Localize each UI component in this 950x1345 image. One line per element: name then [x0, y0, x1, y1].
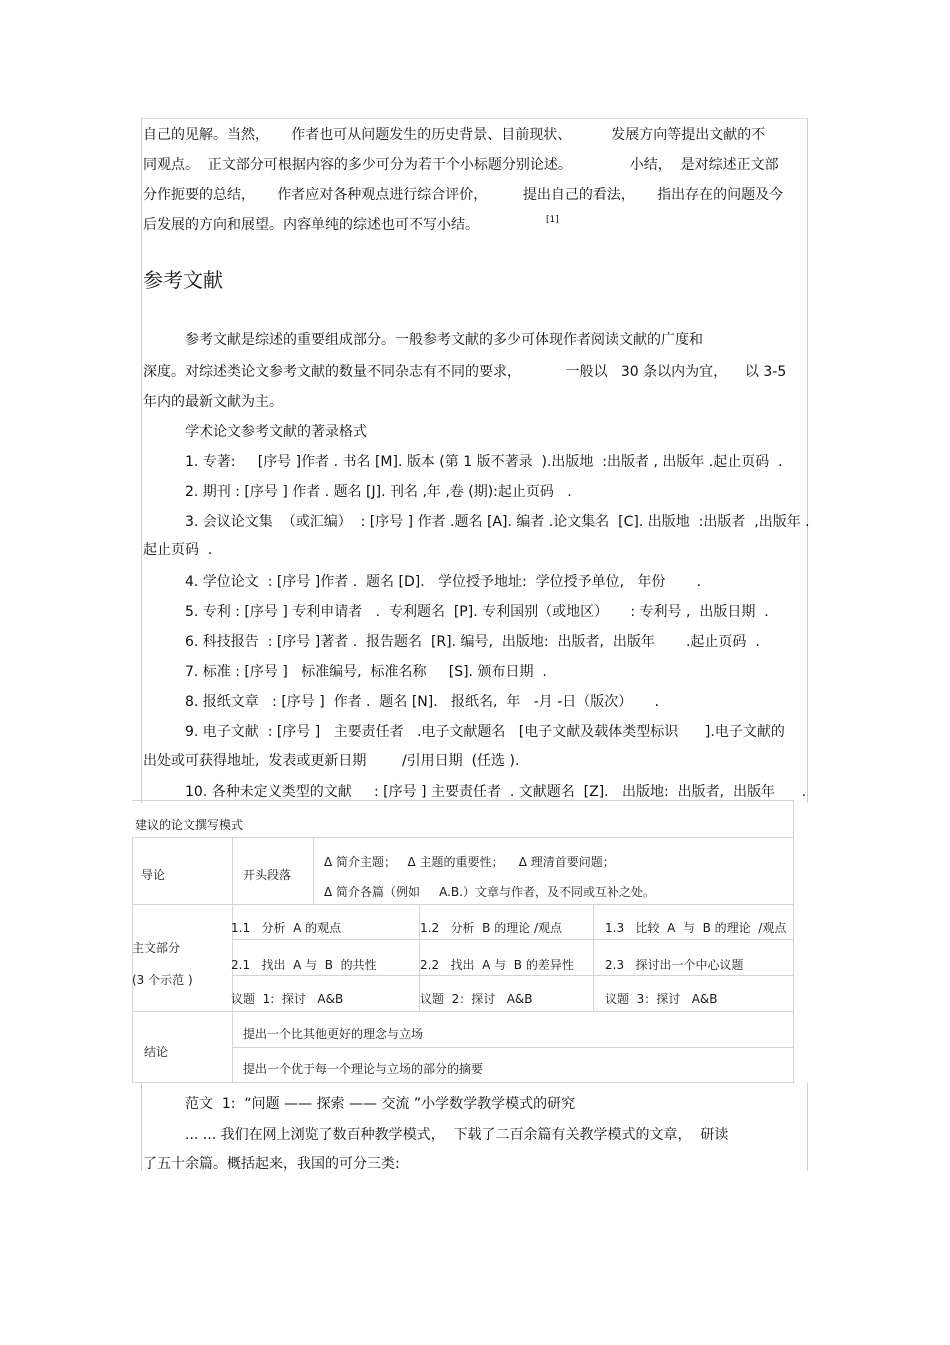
table-cell: 2.3 探讨出一个中心议题	[605, 958, 744, 972]
ref-para-line: 深度。对综述类论文参考文献的数量不同杂志有不同的要求， 一般以 30 条以内为宜， 以 3-5	[143, 364, 787, 380]
format-line: 7. 标准 : [序号 ] 标准编号, 标准名称 [S]. 颁布日期 .	[185, 664, 547, 680]
table-cell: 议题 2：探讨 A&B	[420, 992, 533, 1006]
format-line: 9. 电子文献 : [序号 ] 主要责任者 .电子文献题名 [电子文献及载体类型标识 ].电子文献的	[185, 724, 785, 740]
table-cell: 1.1 分析 A 的观点	[231, 921, 342, 935]
format-line: 10. 各种未定义类型的文献 : [序号 ] 主要责任者 . 文献题名 [Z]. 出版地: 出版者, 出版年 .	[185, 784, 807, 800]
intro-point: Δ 简介各篇（例如 A.B.）文章与作者，及不同或互补之处。	[324, 885, 655, 899]
section-heading: 参考文献	[143, 268, 223, 292]
table-title: 建议的论文撰写模式	[135, 818, 244, 832]
format-line: 8. 报纸文章 : [序号 ] 作者 . 题名 [N]. 报纸名, 年 -月 -日（版次） .	[185, 694, 660, 710]
format-line: 1. 专著: [序号 ]作者 . 书名 [M]. 版本 (第 1 版不著录 ).出版地 :出版者 , 出版年 .起止页码 .	[185, 454, 783, 470]
sample-title: 范文 1: “问题 —— 探索 —— 交流 ”小学数学教学模式的研究	[185, 1096, 576, 1112]
body-label-note: (3 个示范 )	[132, 973, 193, 987]
conclusion-line: 提出一个比其他更好的理念与立场	[243, 1027, 424, 1041]
format-line: 5. 专利 : [序号 ] 专利申请者 . 专利题名 [P]. 专利国别（或地区） : 专利号 , 出版日期 .	[185, 604, 769, 620]
format-line: 起止页码 .	[143, 542, 213, 558]
format-line: 出处或可获得地址, 发表或更新日期 /引用日期 (任选 ).	[143, 753, 520, 769]
conclusion-label: 结论	[144, 1045, 169, 1059]
format-line: 2. 期刊 : [序号 ] 作者 . 题名 [J]. 刊名 ,年 ,卷 (期):起止页码 .	[185, 484, 572, 500]
format-line: 3. 会议论文集 （或汇编） : [序号 ] 作者 .题名 [A]. 编者 .论文集名 [C]. 出版地 :出版者 ,出版年 .	[185, 514, 810, 530]
format-line: 6. 科技报告 : [序号 ]著者 . 报告题名 [R]. 编号, 出版地: 出版者, 出版年 .起止页码 .	[185, 634, 760, 650]
table-cell: 1.2 分析 B 的理论 /观点	[420, 921, 563, 935]
intro-point: Δ 简介主题； Δ 主题的重要性； Δ 理清首要问题；	[324, 855, 615, 869]
conclusion-line: 提出一个优于每一个理论与立场的部分的摘要	[243, 1062, 484, 1076]
intro-line: 自己的见解。当然， 作者也可从问题发生的历史背景、目前现状、 发展方向等提出文献的不	[143, 127, 766, 143]
table-cell: 议题 3：探讨 A&B	[605, 992, 718, 1006]
body-label: 主文部分	[132, 941, 181, 955]
ref-para-line: 参考文献是综述的重要组成部分。一般参考文献的多少可体现作者阅读文献的广度和	[185, 332, 703, 348]
format-title: 学术论文参考文献的著录格式	[185, 424, 367, 440]
table-cell: 1.3 比较 A 与 B 的理论 /观点	[605, 921, 787, 935]
intro-line: 后发展的方向和展望。内容单纯的综述也可不写小结。	[143, 217, 479, 233]
writing-model-table	[132, 800, 794, 1083]
intro-label: 导论	[141, 868, 166, 882]
ref-para-line: 年内的最新文献为主。	[143, 394, 283, 410]
sample-line: 了五十余篇。概括起来，我国的可分三类:	[143, 1156, 400, 1172]
table-cell: 议题 1: 探讨 A&B	[231, 992, 344, 1006]
intro-sub-label: 开头段落	[243, 868, 292, 882]
format-line: 4. 学位论文 : [序号 ]作者 . 题名 [D]. 学位授予地址: 学位授予单位, 年份 .	[185, 574, 702, 590]
table-cell: 2.1 找出 A 与 B 的共性	[231, 958, 377, 972]
intro-line: 分作扼要的总结， 作者应对各种观点进行综合评价， 提出自己的看法， 指出存在的问题及今	[143, 187, 784, 203]
sample-line: ... ... 我们在网上浏览了数百种教学模式， 下载了二百余篇有关教学模式的文章， 研读	[185, 1127, 729, 1143]
citation-marker: [1]	[546, 215, 559, 225]
intro-line: 同观点。 正文部分可根据内容的多少可分为若干个小标题分别论述。 小结， 是对综述正文部	[143, 157, 779, 173]
table-cell: 2.2 找出 A 与 B 的差异性	[420, 958, 574, 972]
